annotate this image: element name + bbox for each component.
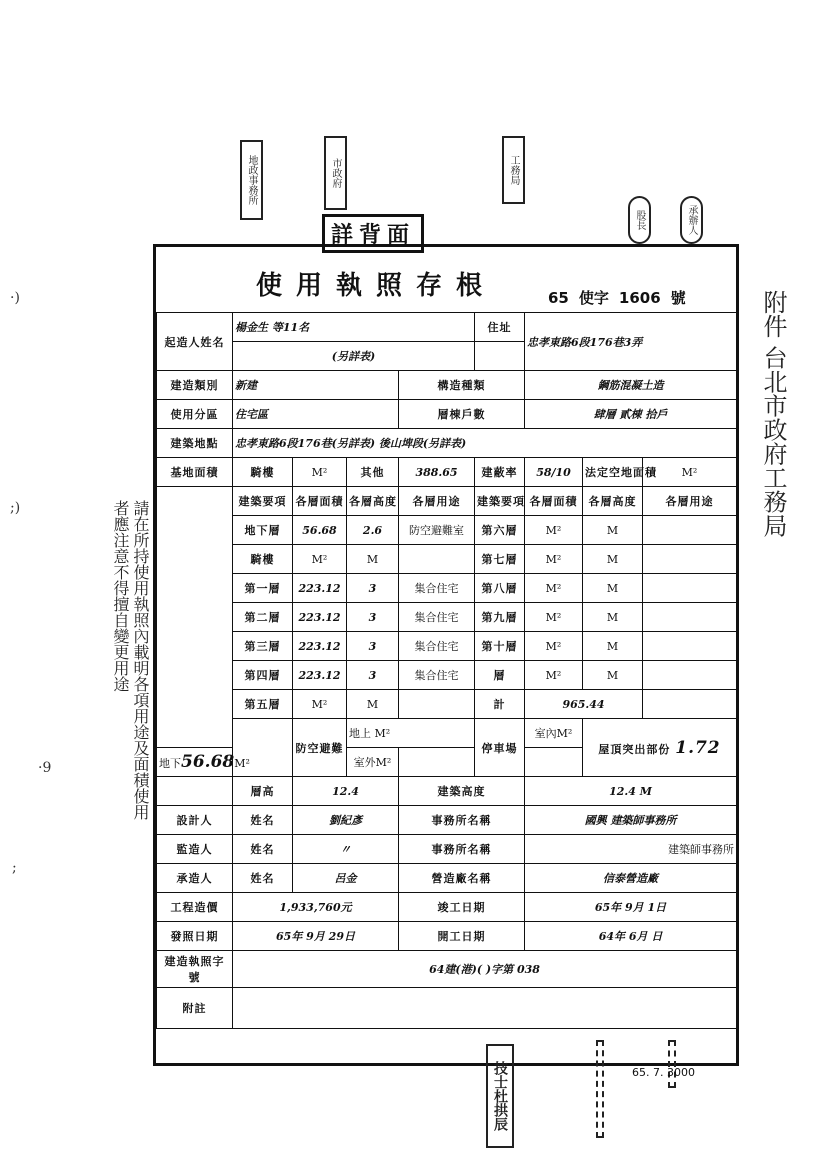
type-row [157, 371, 737, 400]
basement-label: 地下層 [233, 516, 293, 545]
contractor-value: 呂金 [293, 864, 399, 893]
f2-use: 集合住宅 [399, 603, 475, 632]
firm-label: 營造廠名稱 [399, 864, 525, 893]
roof-label: 屋頂突出部份 1.72 [583, 719, 737, 777]
approval-stamp: 工務局 [502, 136, 525, 204]
contractor-name-label: 姓名 [233, 864, 293, 893]
f3-label: 第三層 [233, 632, 293, 661]
firm-value: 信泰營造廠 [525, 864, 737, 893]
finish-value: 65年 9月 1日 [525, 893, 737, 922]
air-raid-label: 防空避難 [293, 719, 347, 777]
req-items-label-2: 建築要項 [475, 487, 525, 516]
margin-mark: ;) [10, 500, 21, 516]
contractor-row [157, 864, 737, 893]
parking-label: 停車場 [475, 719, 525, 777]
approval-stamp: 股長 [628, 196, 651, 244]
issue-value: 65年 9月 29日 [233, 922, 399, 951]
designer-row [157, 806, 737, 835]
finish-label: 竣工日期 [399, 893, 525, 922]
design-office-value: 國興 建築師事務所 [525, 806, 737, 835]
f4-height: 3 [347, 661, 399, 690]
f2-height: 3 [347, 603, 399, 632]
basement-area: 56.68 [293, 516, 347, 545]
f3-row: 第三層 223.12 3 集合住宅 第十層 M² M [157, 632, 737, 661]
f2-area: 223.12 [293, 603, 347, 632]
permit-row [157, 951, 737, 988]
site-row [157, 429, 737, 458]
open-value: 64年 6月 日 [525, 922, 737, 951]
coverage-label: 建蔽率 [475, 458, 525, 487]
page-title: 使用執照存根 [256, 271, 497, 301]
arcade-unit: M² [293, 458, 347, 487]
f3-height: 3 [347, 632, 399, 661]
note-label: 附註 [157, 988, 233, 1029]
f10-label: 第十層 [475, 632, 525, 661]
height-row [157, 777, 737, 806]
floors-value: 肆層 貳棟 拾戶 [525, 400, 737, 429]
req-header-row [157, 487, 737, 516]
arcade-row-label: 騎樓 [233, 545, 293, 574]
land-row [157, 458, 737, 487]
f4-label: 第四層 [233, 661, 293, 690]
super-office-value: 建築師事務所 [525, 835, 737, 864]
total-value: 965.44 [525, 690, 643, 719]
legal-open-unit: M² [643, 458, 737, 487]
issue-label: 發照日期 [157, 922, 233, 951]
f6-label: 第六層 [475, 516, 525, 545]
permit-table [156, 312, 737, 1029]
basement-use: 防空避難室 [399, 516, 475, 545]
designer-value: 劉紀彥 [293, 806, 399, 835]
owner-row [157, 313, 737, 342]
margin-mark: ·) [10, 290, 20, 306]
bldg-height-label: 建築高度 [399, 777, 525, 806]
f9-label: 第九層 [475, 603, 525, 632]
approval-stamp: 地政事務所 [240, 140, 263, 220]
build-type-value: 新建 [233, 371, 399, 400]
f3-area: 223.12 [293, 632, 347, 661]
super-office-label: 事務所名稱 [399, 835, 525, 864]
basement-height: 2.6 [347, 516, 399, 545]
cost-label: 工程造價 [157, 893, 233, 922]
f4-row: 第四層 223.12 3 集合住宅 層 M² M [157, 661, 737, 690]
right-side-text: 附件 台北市政府工務局 [759, 290, 787, 538]
f2-label: 第二層 [233, 603, 293, 632]
site-value: 忠孝東路6段176巷(另詳表) 後山埤段(另詳表) [233, 429, 737, 458]
use-header-2: 各層用途 [643, 487, 737, 516]
left-margin-text: 請在所持使用執照內載明各項用途及面積使用者應注意不得擅自變更用途 [111, 500, 150, 820]
legal-open-label: 法定空地面積 [583, 458, 643, 487]
height-header: 各層高度 [347, 487, 399, 516]
margin-mark: ·9 [38, 760, 52, 776]
note-row [157, 988, 737, 1029]
height-header-2: 各層高度 [583, 487, 643, 516]
air-raid-row [157, 719, 737, 748]
contractor-label: 承造人 [157, 864, 233, 893]
approval-stamp: 市政府 [324, 136, 347, 210]
detail-back-badge: 詳背面 [322, 214, 424, 253]
f5-row: 第五層 M² M 計 965.44 [157, 690, 737, 719]
indoor-parking: 室內M² [525, 719, 583, 748]
floors-label: 層棟戶數 [399, 400, 525, 429]
f2-row: 第二層 223.12 3 集合住宅 第九層 M² M [157, 603, 737, 632]
use-header: 各層用途 [399, 487, 475, 516]
supervisor-label: 監造人 [157, 835, 233, 864]
footer-print-code: 65. 7. 3000 [632, 1066, 695, 1079]
f1-label: 第一層 [233, 574, 293, 603]
supervisor-row [157, 835, 737, 864]
zone-value: 住宅區 [233, 400, 399, 429]
ceng-label: 層 [475, 661, 525, 690]
bottom-stamp [668, 1040, 676, 1088]
supervisor-value: 〃 [293, 835, 399, 864]
designer-label: 設計人 [157, 806, 233, 835]
req-items-label: 建築要項 [233, 487, 293, 516]
permit-document [153, 244, 739, 1066]
issue-row [157, 922, 737, 951]
floor-height-label: 層高 [233, 777, 293, 806]
arcade-label: 騎樓 [233, 458, 293, 487]
cost-value: 1,933,760元 [233, 893, 399, 922]
outdoor-parking: 室外M² [347, 748, 399, 777]
owner-label: 起造人姓名 [157, 313, 233, 371]
structure-value: 鋼筋混凝土造 [525, 371, 737, 400]
zone-label: 使用分區 [157, 400, 233, 429]
structure-label: 構造種類 [399, 371, 525, 400]
designer-name-label: 姓名 [233, 806, 293, 835]
zone-row [157, 400, 737, 429]
f7-label: 第七層 [475, 545, 525, 574]
supervisor-name-label: 姓名 [233, 835, 293, 864]
f4-use: 集合住宅 [399, 661, 475, 690]
area-header: 各層面積 [293, 487, 347, 516]
f1-use: 集合住宅 [399, 574, 475, 603]
approval-stamp: 承辦人 [680, 196, 703, 244]
land-area-label: 基地面積 [157, 458, 233, 487]
other-label: 其他 [347, 458, 399, 487]
address-value: 忠孝東路6段176巷3弄 [525, 313, 737, 371]
coverage-value: 58/10 [525, 458, 583, 487]
arcade-row: 騎樓 M² M 第七層 M² M [157, 545, 737, 574]
floor-height-value: 12.4 [293, 777, 399, 806]
other-area-value: 388.65 [399, 458, 475, 487]
area-header-2: 各層面積 [525, 487, 583, 516]
f8-label: 第八層 [475, 574, 525, 603]
f3-use: 集合住宅 [399, 632, 475, 661]
f1-row: 第一層 223.12 3 集合住宅 第八層 M² M [157, 574, 737, 603]
site-label: 建築地點 [157, 429, 233, 458]
cost-row [157, 893, 737, 922]
permit-value: 64建(港)( )字第 038 [233, 951, 737, 988]
owner-value-2: (另詳表) [233, 342, 475, 371]
basement-row: 地下層 56.68 2.6 防空避難室 第六層 M² M [157, 516, 737, 545]
bottom-stamp: 技士杜拱辰 [486, 1044, 514, 1148]
f1-area: 223.12 [293, 574, 347, 603]
note-value [233, 988, 737, 1029]
document-number: 65 使字 1606 號 [548, 289, 686, 307]
open-label: 開工日期 [399, 922, 525, 951]
address-label: 住址 [475, 313, 525, 342]
permit-label: 建造執照字號 [157, 951, 233, 988]
f1-height: 3 [347, 574, 399, 603]
build-type-label: 建造類別 [157, 371, 233, 400]
owner-value: 楊金生 等11名 [233, 313, 475, 342]
bldg-height-value: 12.4 M [525, 777, 737, 806]
above-ground: 地上 M² [347, 719, 475, 748]
f5-label: 第五層 [233, 690, 293, 719]
margin-mark: ; [12, 860, 17, 876]
f4-area: 223.12 [293, 661, 347, 690]
design-office-label: 事務所名稱 [399, 806, 525, 835]
bottom-stamp [596, 1040, 604, 1138]
total-label: 計 [475, 690, 525, 719]
below-ground: 地下56.68M² [157, 748, 293, 777]
